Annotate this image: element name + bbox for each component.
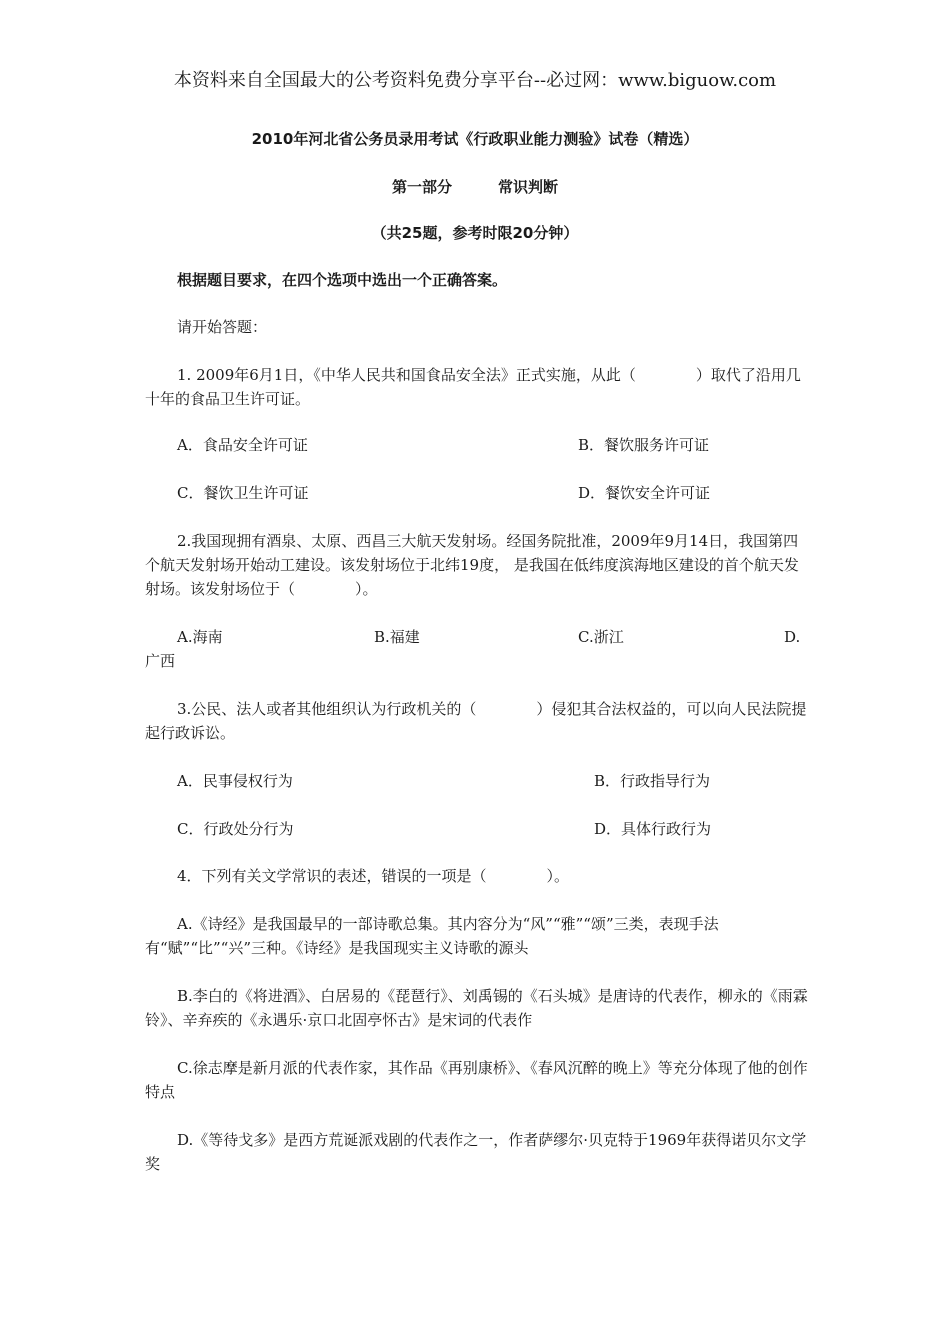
part-title bbox=[0, 176, 950, 197]
question-4-option-c: C.徐志摩是新月派的代表作家，其作品《再别康桥》、《春风沉醉的晚上》等充分体现了他的创作特点 bbox=[145, 1059, 808, 1101]
question-4-option-d: D.《等待戈多》是西方荒诞派戏剧的代表作之一，作者萨缪尔·贝克特于1969年获得诺贝尔文学奖 bbox=[145, 1131, 807, 1173]
exam-title: 2010年河北省公务员录用考试《行政职业能力测验》试卷（精选） bbox=[251, 130, 699, 148]
question-1-option-c: C．餐饮卫生许可证 bbox=[177, 484, 309, 502]
question-1-option-a: A．食品安全许可证 bbox=[177, 436, 308, 454]
question-2-option-b: B.福建 bbox=[374, 628, 420, 646]
question-3-option-b: B．行政指导行为 bbox=[594, 772, 711, 790]
part-label: 第一部分 bbox=[391, 178, 452, 196]
question-2-option-c: C.浙江 bbox=[578, 628, 624, 646]
question-4-option-a: A.《诗经》是我国最早的一部诗歌总集。其内容分为“风”“雅”“颂”三类，表现手法有“赋”“比”“兴”三种。《诗经》是我国现实主义诗歌的源头 bbox=[145, 915, 719, 957]
question-2-option-d: D. bbox=[784, 628, 801, 646]
time-info: （共25题，参考时限20分钟） bbox=[371, 224, 579, 242]
start-prompt: 请开始答题： bbox=[177, 318, 268, 336]
question-1-stem: 1. 2009年6月1日，《中华人民共和国食品安全法》正式实施，从此（ ）取代了沿用几十年的食品卫生许可证。 bbox=[145, 366, 801, 408]
part-name: 常识判断 bbox=[498, 178, 559, 196]
question-2-option-a: A.海南 bbox=[177, 628, 223, 646]
question-3-option-d: D．具体行政行为 bbox=[594, 820, 712, 838]
question-3-stem: 3.公民、法人或者其他组织认为行政机关的（ ）侵犯其合法权益的，可以向人民法院提起行政诉讼。 bbox=[145, 700, 807, 742]
question-3-option-c: C．行政处分行为 bbox=[177, 820, 294, 838]
question-1-option-d: D．餐饮安全许可证 bbox=[578, 484, 711, 502]
question-2-option-d-text: 广西 bbox=[145, 652, 176, 670]
question-4-stem: 4．下列有关文学常识的表述，错误的一项是（ ）。 bbox=[177, 867, 570, 885]
question-4-option-b: B.李白的《将进酒》、白居易的《琵琶行》、刘禹锡的《石头城》是唐诗的代表作，柳永的《雨霖铃》、辛弃疾的《永遇乐·京口北固亭怀古》是宋词的代表作 bbox=[145, 987, 808, 1029]
question-2-stem: 2.我国现拥有酒泉、太原、西昌三大航天发射场。经国务院批准，2009年9月14日，我国第四个航天发射场开始动工建设。该发射场位于北纬19度， 是我国在低纬度滨海地区建设的首个航天发射场。该发射场位于（ ）。 bbox=[145, 532, 799, 598]
source-header: 本资料来自全国最大的公考资料免费分享平台--必过网：www.biguow.com bbox=[173, 70, 777, 91]
instruction: 根据题目要求，在四个选项中选出一个正确答案。 bbox=[177, 271, 508, 289]
question-1-option-b: B．餐饮服务许可证 bbox=[578, 436, 710, 454]
question-3-option-a: A．民事侵权行为 bbox=[177, 772, 293, 790]
